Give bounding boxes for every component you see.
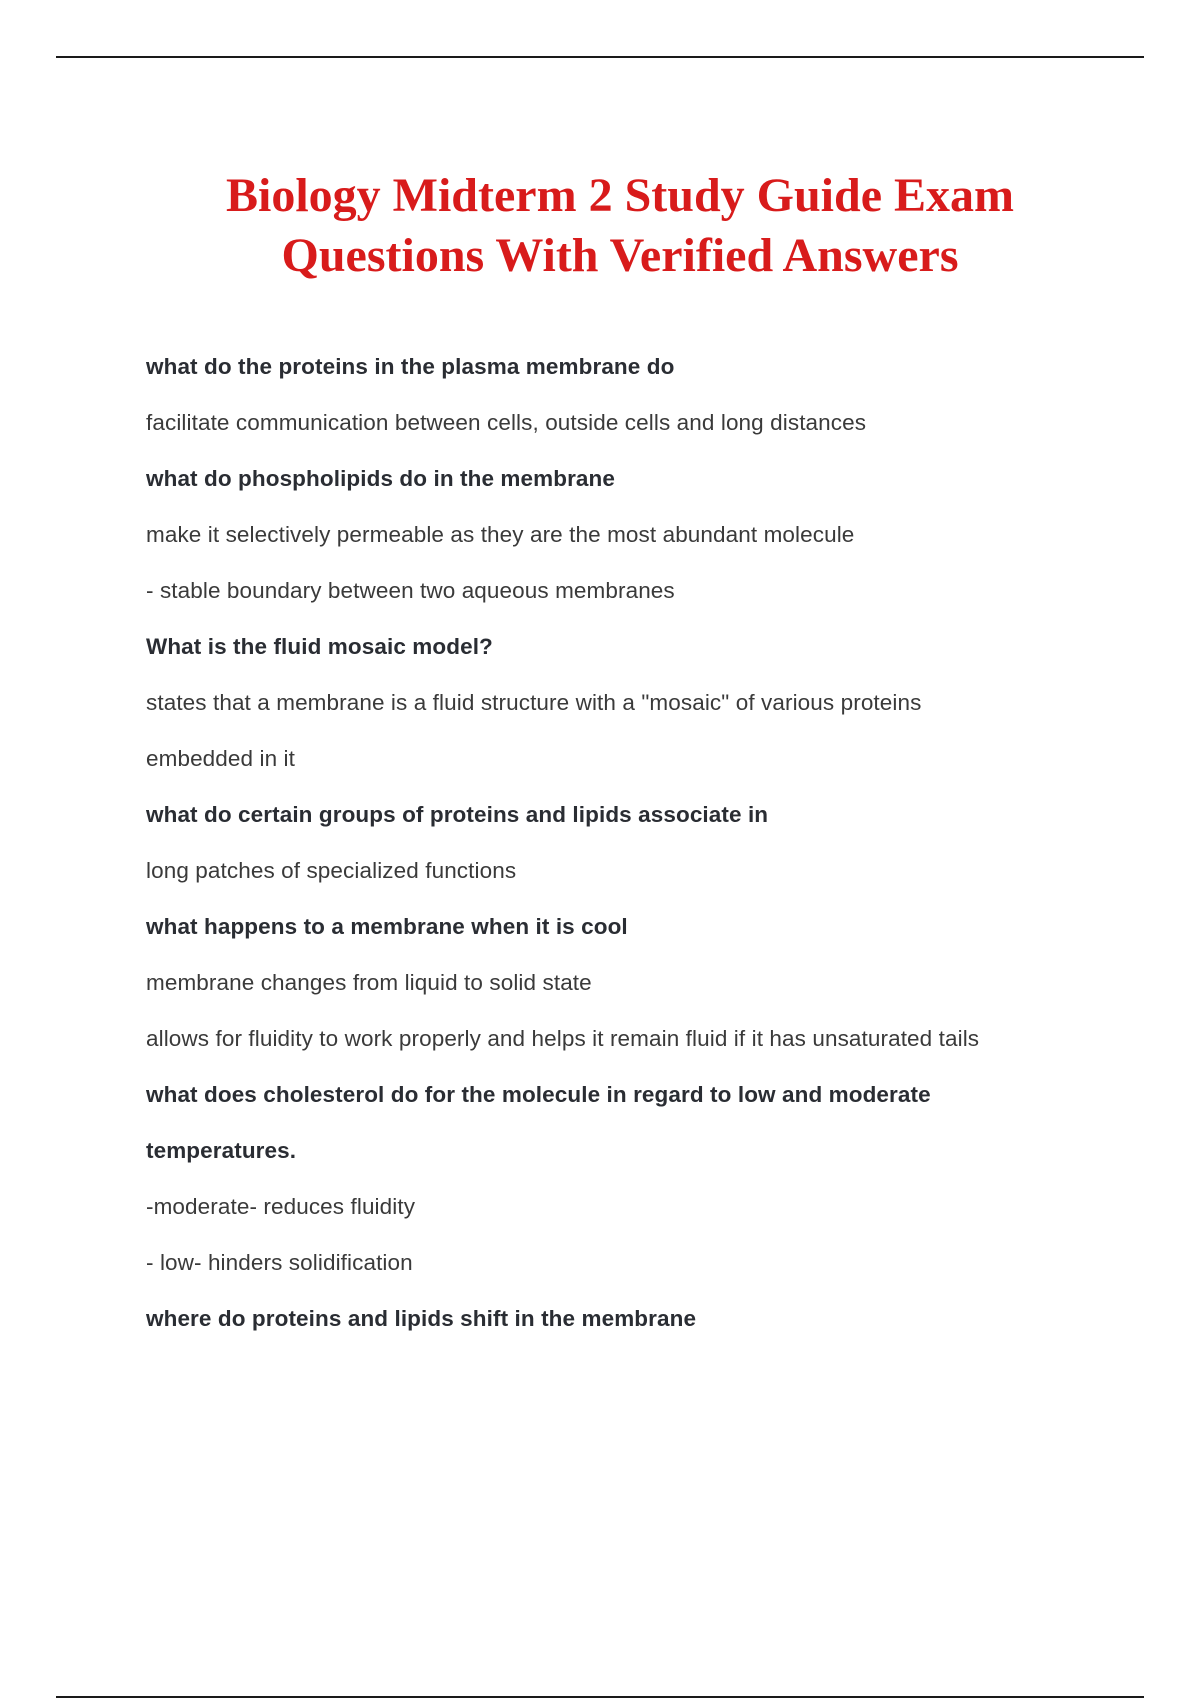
answer-text: allows for fluidity to work properly and helps it remain fluid if it has unsaturated tails (146, 1026, 980, 1051)
answer-text: make it selectively permeable as they are the most abundant molecule (146, 522, 855, 547)
study-guide-content (146, 339, 1106, 1347)
question-text: where do proteins and lipids shift in the membrane (146, 1306, 697, 1331)
answer-text: - low- hinders solidification (146, 1250, 413, 1275)
question-text: what happens to a membrane when it is cool (146, 914, 628, 939)
top-rule (56, 56, 1144, 58)
title-line-2: Questions With Verified Answers (281, 229, 959, 282)
answer-text: -moderate- reduces fluidity (146, 1194, 416, 1219)
question-text: what does cholesterol do for the molecule in regard to low and moderate (146, 1082, 931, 1107)
question-text: what do the proteins in the plasma membrane do (146, 354, 675, 379)
answer-text: facilitate communication between cells, outside cells and long distances (146, 410, 867, 435)
question-text: what do certain groups of proteins and lipids associate in (146, 802, 769, 827)
question-text: temperatures. (146, 1138, 297, 1163)
answer-text: long patches of specialized functions (146, 858, 517, 883)
page-title (120, 166, 1120, 286)
title-line-1: Biology Midterm 2 Study Guide Exam (225, 169, 1015, 222)
bottom-rule (56, 1696, 1144, 1698)
answer-text: states that a membrane is a fluid structure with a "mosaic" of various proteins (146, 690, 922, 715)
answer-text: membrane changes from liquid to solid state (146, 970, 592, 995)
question-text: what do phospholipids do in the membrane (146, 466, 616, 491)
answer-text: - stable boundary between two aqueous membranes (146, 578, 675, 603)
question-text: What is the fluid mosaic model? (146, 634, 493, 659)
answer-text: embedded in it (146, 746, 296, 771)
